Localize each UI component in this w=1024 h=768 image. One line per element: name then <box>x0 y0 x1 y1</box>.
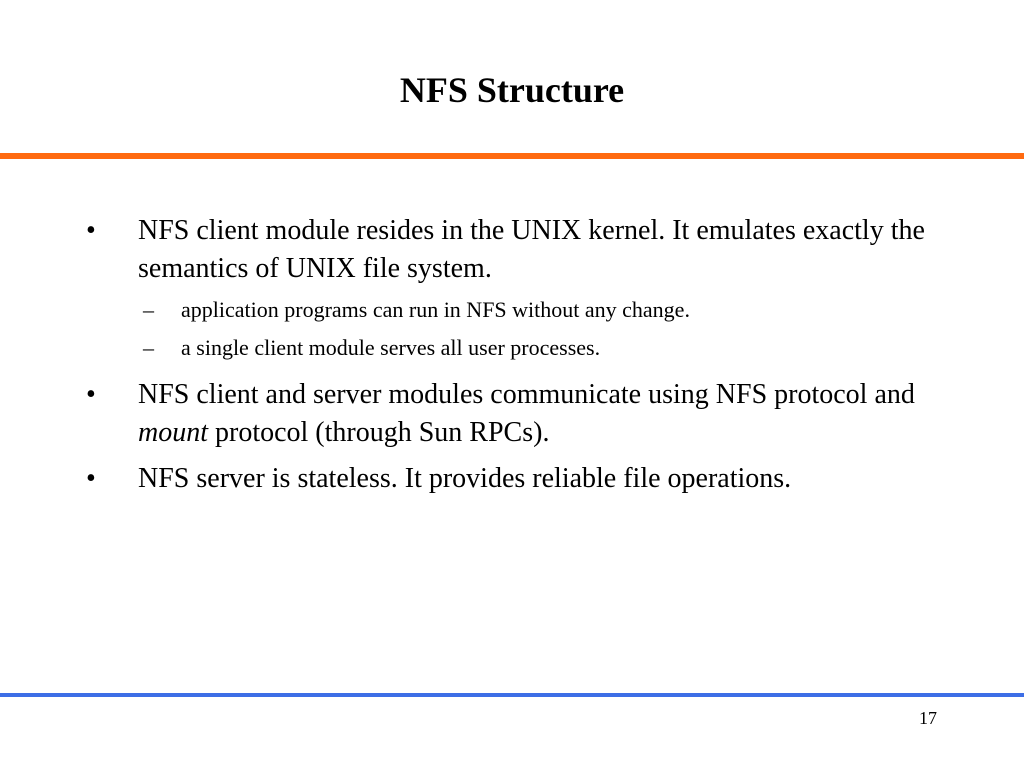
bullet-text: NFS client module resides in the UNIX kernel. It emulates exactly the semantics of UNIX file system. <box>138 215 925 284</box>
sub-bullet-item <box>0 296 1024 324</box>
page-number: 17 <box>919 708 937 728</box>
title-divider <box>0 153 1024 159</box>
slide-title: NFS Structure <box>399 70 625 110</box>
bullet-item <box>0 212 1024 288</box>
bullet-text-before: NFS client and server modules communicate using NFS protocol and <box>138 379 915 410</box>
bullet-marker: • <box>86 463 96 494</box>
bullet-text: NFS server is stateless. It provides reliable file operations. <box>138 463 792 494</box>
bullet-marker: • <box>86 215 96 246</box>
sub-bullet-list <box>0 296 1024 362</box>
bullet-item <box>0 460 1024 498</box>
sub-bullet-marker: – <box>143 335 154 360</box>
bullet-item <box>0 376 1024 452</box>
footer-divider <box>0 693 1024 697</box>
bullet-text-after: protocol (through Sun RPCs). <box>208 417 550 448</box>
sub-bullet-item <box>0 334 1024 362</box>
sub-bullet-text: a single client module serves all user processes. <box>181 335 601 360</box>
bullet-emphasis: mount <box>138 417 208 448</box>
sub-bullet-text: application programs can run in NFS without any change. <box>181 297 690 322</box>
slide-body <box>0 212 1024 506</box>
bullet-marker: • <box>86 379 96 410</box>
sub-bullet-marker: – <box>143 297 154 322</box>
